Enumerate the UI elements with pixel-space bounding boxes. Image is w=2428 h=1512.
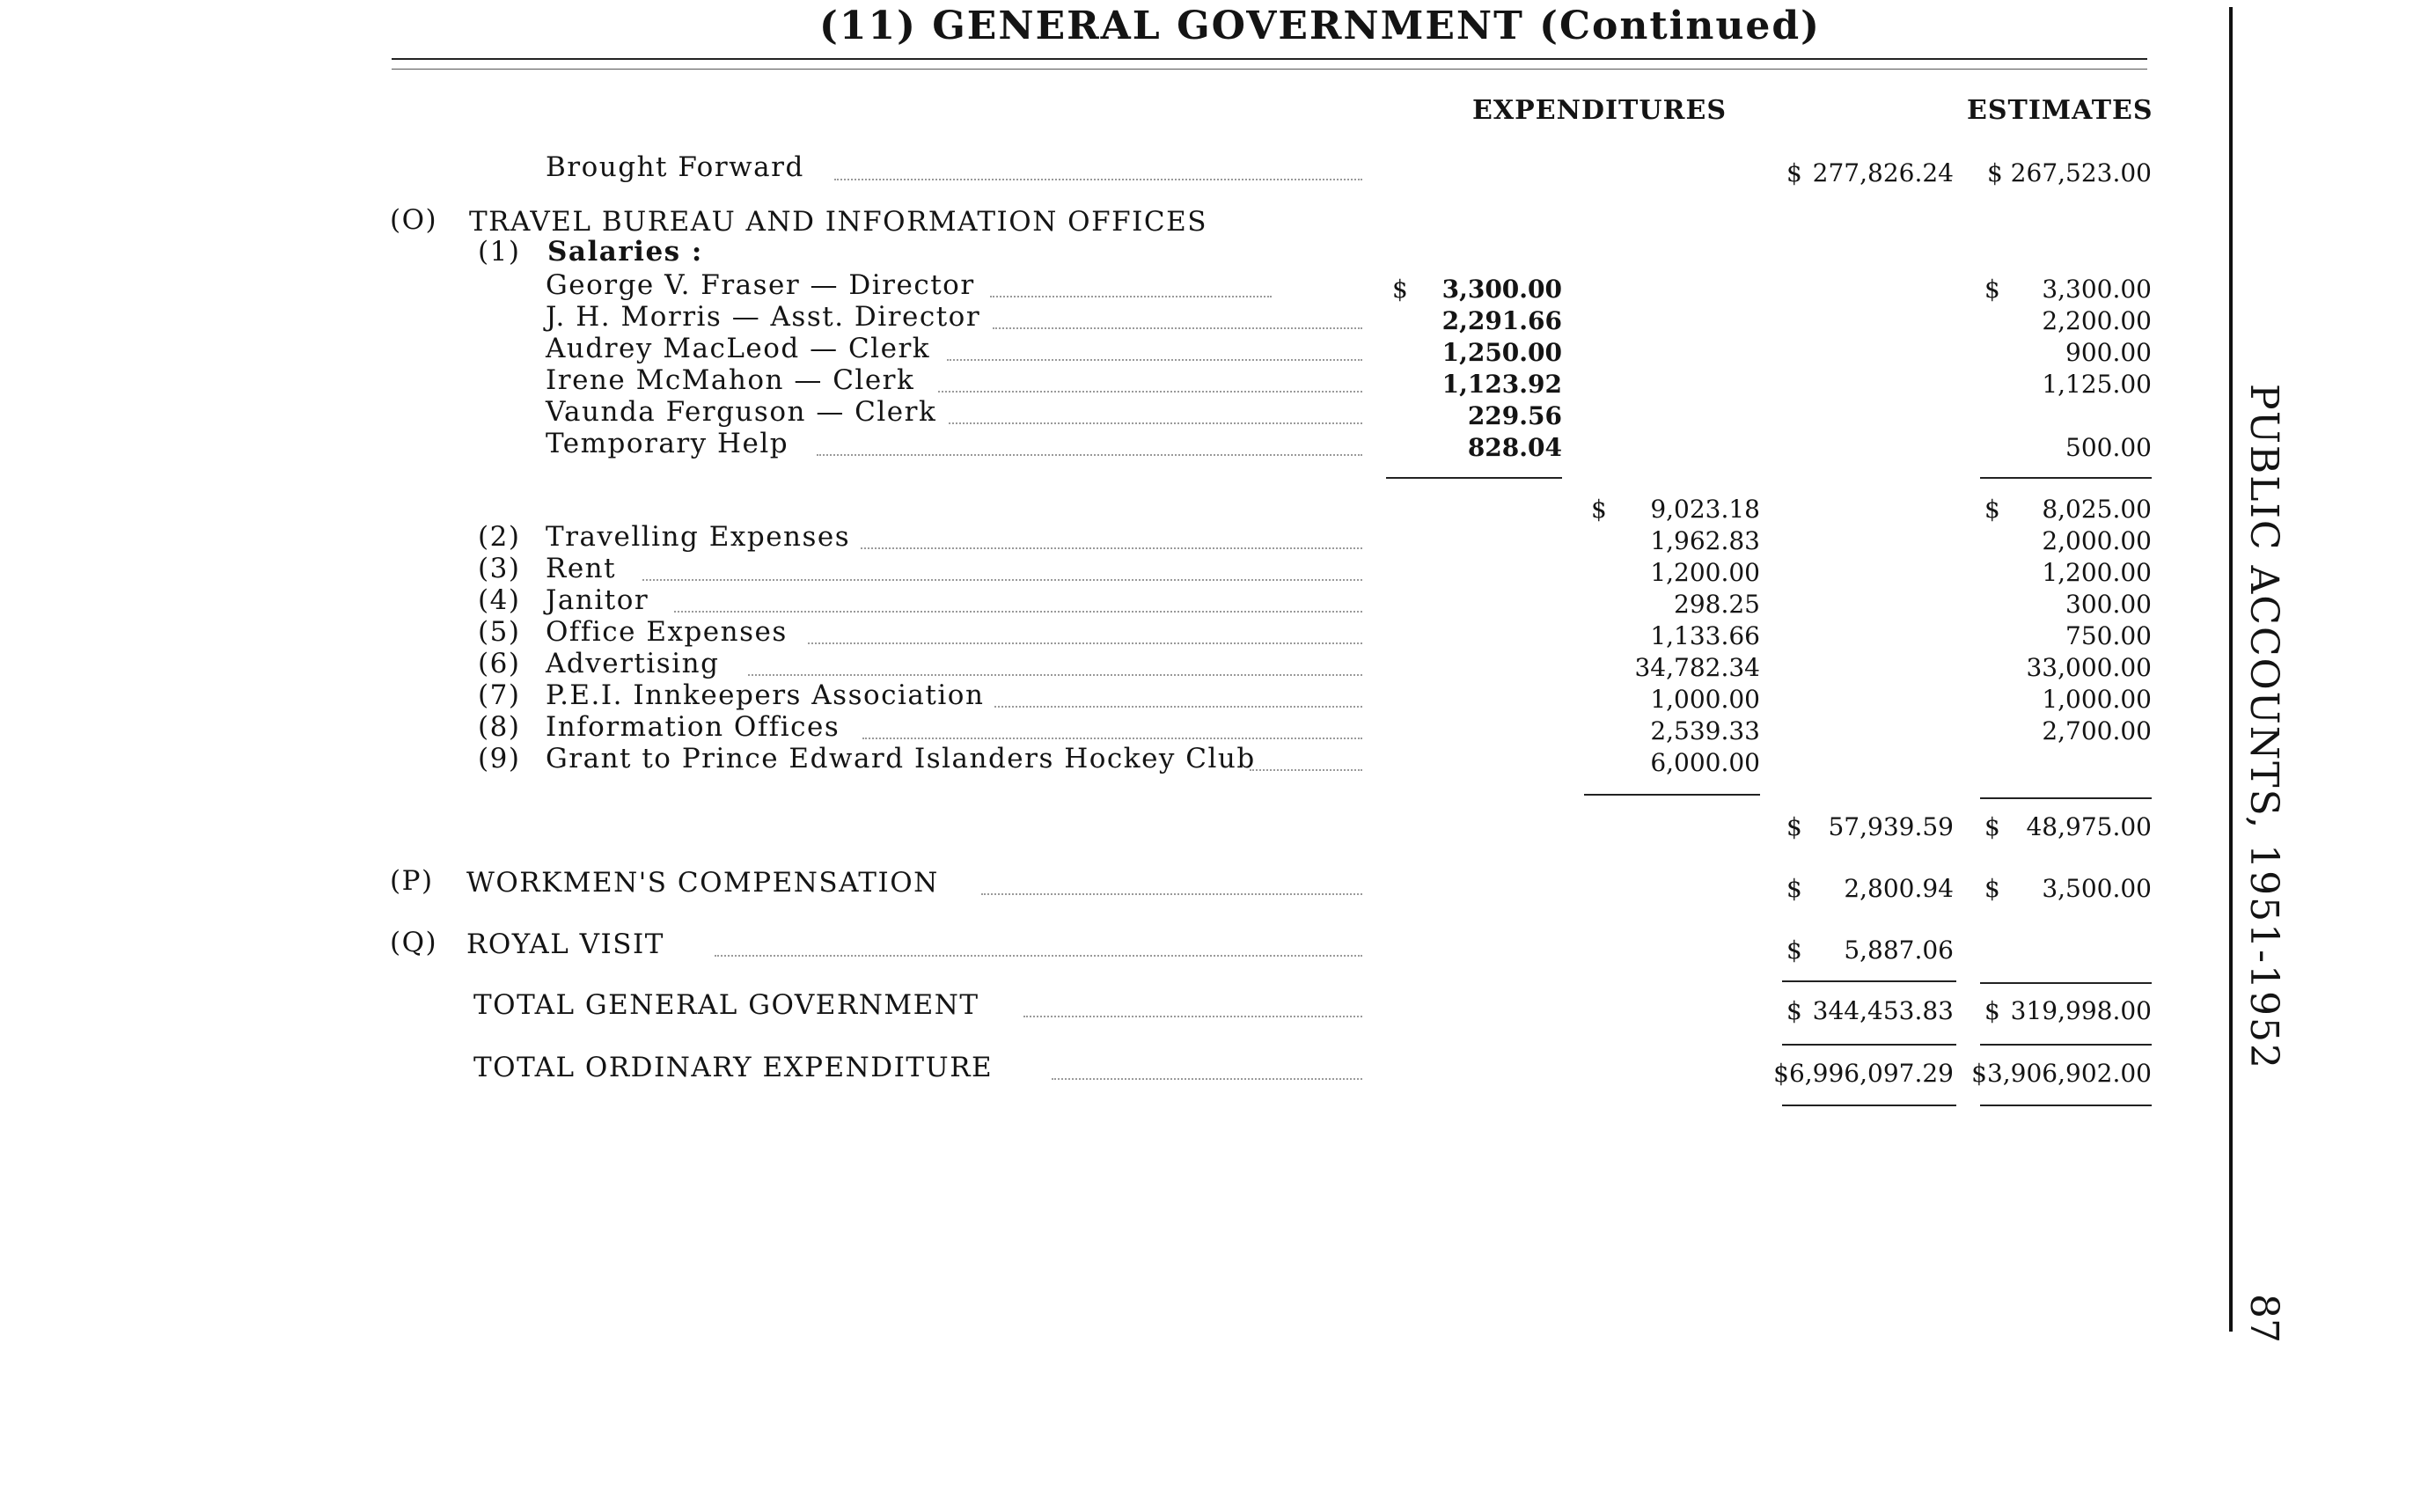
page-number: 87 <box>2241 1294 2286 1343</box>
item-estimate: 300.00 <box>2065 590 2152 619</box>
item-amount: 34,782.34 <box>1634 653 1760 682</box>
total-ordinary-amount: $6,996,097.29 <box>1773 1059 1954 1088</box>
item-label: Grant to Prince Edward Islanders Hockey Club <box>546 743 1256 774</box>
dollar-sign: $ <box>1786 158 1802 187</box>
leader-dots <box>938 391 1362 393</box>
brought-forward-label: Brought Forward <box>546 151 804 183</box>
section-o-total: 57,939.59 <box>1828 812 1954 841</box>
total-rule <box>1980 982 2152 984</box>
running-header: PUBLIC ACCOUNTS, 1951-1952 <box>2241 384 2286 1070</box>
dollar-sign: $ <box>1786 996 1802 1025</box>
salary-row-amount: 828.04 <box>1467 433 1562 462</box>
leader-dots <box>642 579 1362 581</box>
dollar-sign: $ <box>1786 874 1802 903</box>
leader-dots <box>808 642 1362 644</box>
dollar-sign: $ <box>1786 812 1802 841</box>
leader-dots <box>715 955 1362 957</box>
item-amount: 1,000.00 <box>1650 685 1760 714</box>
section-o-marker: (O) <box>390 204 438 236</box>
leader-dots <box>834 179 1362 180</box>
total-rule <box>1980 1044 2152 1046</box>
total-general-amount: 344,453.83 <box>1812 996 1954 1025</box>
item-label: Information Offices <box>546 711 840 743</box>
item-marker: (3) <box>478 553 521 584</box>
estimates-header: ESTIMATES <box>1967 95 2153 126</box>
item-label: Janitor <box>546 584 649 616</box>
item-amount: 6,000.00 <box>1650 748 1760 777</box>
item-label: Travelling Expenses <box>546 521 851 553</box>
leader-dots <box>993 327 1362 329</box>
total-general-label: TOTAL GENERAL GOVERNMENT <box>473 989 979 1021</box>
item-amount: 1,133.66 <box>1650 621 1760 650</box>
leader-dots <box>817 454 1362 456</box>
leader-dots <box>674 611 1362 613</box>
item-estimate: 1,200.00 <box>2042 558 2152 587</box>
section-p-title: WORKMEN'S COMPENSATION <box>466 867 939 899</box>
salary-row-label: Audrey MacLeod — Clerk <box>546 333 931 364</box>
item-estimate: 2,700.00 <box>2042 716 2152 745</box>
leader-dots <box>981 893 1362 895</box>
dollar-sign: $ <box>1392 275 1408 304</box>
leader-dots <box>990 296 1272 297</box>
section-p-amount: 2,800.94 <box>1844 874 1954 903</box>
leader-dots <box>949 422 1362 424</box>
salary-row-label: J. H. Morris — Asst. Director <box>546 301 981 333</box>
subtotal-rule <box>1980 477 2152 479</box>
item-marker: (2) <box>478 521 521 553</box>
expenditures-header: EXPENDITURES <box>1472 95 1727 126</box>
section-o-estimate-total: 48,975.00 <box>2026 812 2152 841</box>
double-rule <box>1782 1105 1956 1106</box>
item-label: Advertising <box>546 648 720 679</box>
leader-dots <box>862 738 1362 739</box>
item-estimate: 33,000.00 <box>2026 653 2152 682</box>
dollar-sign: $ <box>1591 495 1607 524</box>
section-p-marker: (P) <box>390 865 434 897</box>
total-ordinary-estimate: $3,906,902.00 <box>1971 1059 2152 1088</box>
leader-dots <box>861 547 1362 549</box>
page-title: (11) GENERAL GOVERNMENT (Continued) <box>819 4 1821 48</box>
double-rule <box>1980 1105 2152 1106</box>
item-amount: 1,200.00 <box>1650 558 1760 587</box>
title-rule-bottom <box>392 69 2147 70</box>
dollar-sign: $ <box>1984 275 2000 304</box>
section-q-marker: (Q) <box>390 927 438 958</box>
section-q-title: ROYAL VISIT <box>466 928 664 960</box>
section-p-estimate: 3,500.00 <box>2042 874 2152 903</box>
item-label: Office Expenses <box>546 616 788 648</box>
item-amount: 298.25 <box>1674 590 1760 619</box>
leader-dots <box>1250 769 1362 771</box>
salary-row-label: George V. Fraser — Director <box>546 269 975 301</box>
leader-dots <box>1052 1078 1362 1080</box>
dollar-sign: $ <box>1984 874 2000 903</box>
brought-forward-expenditure: 277,826.24 <box>1812 158 1954 187</box>
item-marker: (9) <box>478 743 521 774</box>
total-general-estimate: 319,998.00 <box>2010 996 2152 1025</box>
leader-dots <box>994 706 1362 708</box>
salary-row-estimate: 1,125.00 <box>2042 370 2152 399</box>
leader-dots <box>1023 1016 1362 1017</box>
salaries-marker: (1) <box>478 236 521 268</box>
item-estimate: 1,000.00 <box>2042 685 2152 714</box>
brought-forward-estimate: $ 267,523.00 <box>1986 158 2152 187</box>
total-ordinary-label: TOTAL ORDINARY EXPENDITURE <box>473 1052 994 1083</box>
item-estimate: 2,000.00 <box>2042 526 2152 555</box>
salaries-label: Salaries : <box>547 236 703 268</box>
leader-dots <box>748 674 1362 676</box>
item-amount: 1,962.83 <box>1650 526 1760 555</box>
salary-row-estimate: 900.00 <box>2065 338 2152 367</box>
subtotal-rule <box>1980 797 2152 799</box>
salary-row-label: Vaunda Ferguson — Clerk <box>546 396 937 428</box>
subtotal-rule <box>1386 477 1562 479</box>
subtotal-rule <box>1584 794 1760 796</box>
salary-row-estimate: 500.00 <box>2065 433 2152 462</box>
salary-row-estimate: 2,200.00 <box>2042 306 2152 335</box>
salary-row-label: Irene McMahon — Clerk <box>546 364 915 396</box>
item-marker: (6) <box>478 648 521 679</box>
dollar-sign: $ <box>1984 812 2000 841</box>
total-rule <box>1782 980 1956 982</box>
item-marker: (4) <box>478 584 521 616</box>
salary-row-label: Temporary Help <box>546 428 789 459</box>
salary-row-amount: 3,300.00 <box>1441 275 1562 304</box>
salary-row-amount: 1,123.92 <box>1441 370 1562 399</box>
item-label: P.E.I. Innkeepers Association <box>546 679 985 711</box>
salary-row-amount: 2,291.66 <box>1441 306 1562 335</box>
dollar-sign: $ <box>1786 936 1802 965</box>
margin-rule <box>2229 7 2233 1332</box>
salaries-estimate-total: 8,025.00 <box>2042 495 2152 524</box>
salary-row-amount: 229.56 <box>1467 401 1562 430</box>
salary-row-amount: 1,250.00 <box>1441 338 1562 367</box>
section-q-amount: 5,887.06 <box>1844 936 1954 965</box>
salary-row-estimate: 3,300.00 <box>2042 275 2152 304</box>
item-marker: (8) <box>478 711 521 743</box>
dollar-sign: $ <box>1984 996 2000 1025</box>
item-marker: (5) <box>478 616 521 648</box>
salaries-total: 9,023.18 <box>1650 495 1760 524</box>
item-amount: 2,539.33 <box>1650 716 1760 745</box>
item-label: Rent <box>546 553 617 584</box>
leader-dots <box>947 359 1362 361</box>
item-estimate: 750.00 <box>2065 621 2152 650</box>
total-rule <box>1782 1044 1956 1046</box>
item-marker: (7) <box>478 679 521 711</box>
section-o-title: TRAVEL BUREAU AND INFORMATION OFFICES <box>469 206 1207 238</box>
title-rule-top <box>392 58 2147 60</box>
dollar-sign: $ <box>1984 495 2000 524</box>
